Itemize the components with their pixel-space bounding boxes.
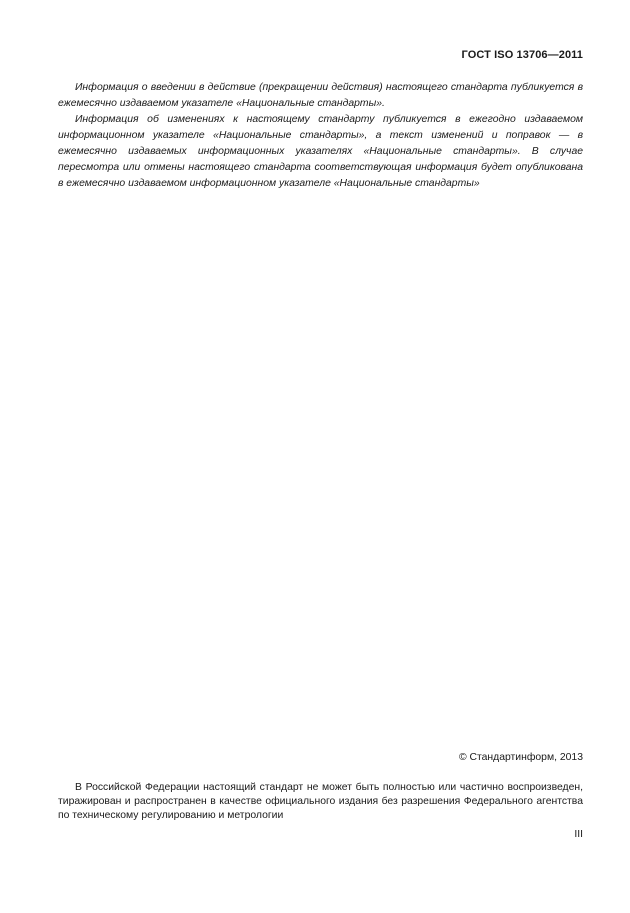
- page-number: III: [574, 829, 583, 840]
- reproduction-notice: [58, 781, 583, 823]
- info-paragraph-amendments: Информация об изменениях к настоящему стандарту публикуется в ежегодно издаваемом информационном указателе «Национальные стандарты», а текст изменений и поправок — в ежемесячно издаваемых информационных указателях «Национальные стандарты». В случае пересмотра или отмены настоящего стандарта соответствующая информация будет опубликована в ежемесячно издаваемом информационном указателе «Национальные стандарты»: [58, 114, 583, 189]
- publication-info-block: [58, 80, 583, 192]
- copyright-line: © Стандартинформ, 2013: [458, 752, 583, 763]
- standard-designation: ГОСТ ISO 13706—2011: [461, 49, 583, 61]
- info-paragraph-enactment: Информация о введении в действие (прекращении действия) настоящего стандарта публикуется в ежемесячно издаваемом указателе «Национальные стандарты».: [58, 82, 583, 109]
- reproduction-notice-text: В Российской Федерации настоящий стандарт не может быть полностью или частично воспроизведен, тиражирован и распространен в качестве официального издания без разрешения Федерального агентства по техническому регулированию и метрологии: [58, 782, 583, 821]
